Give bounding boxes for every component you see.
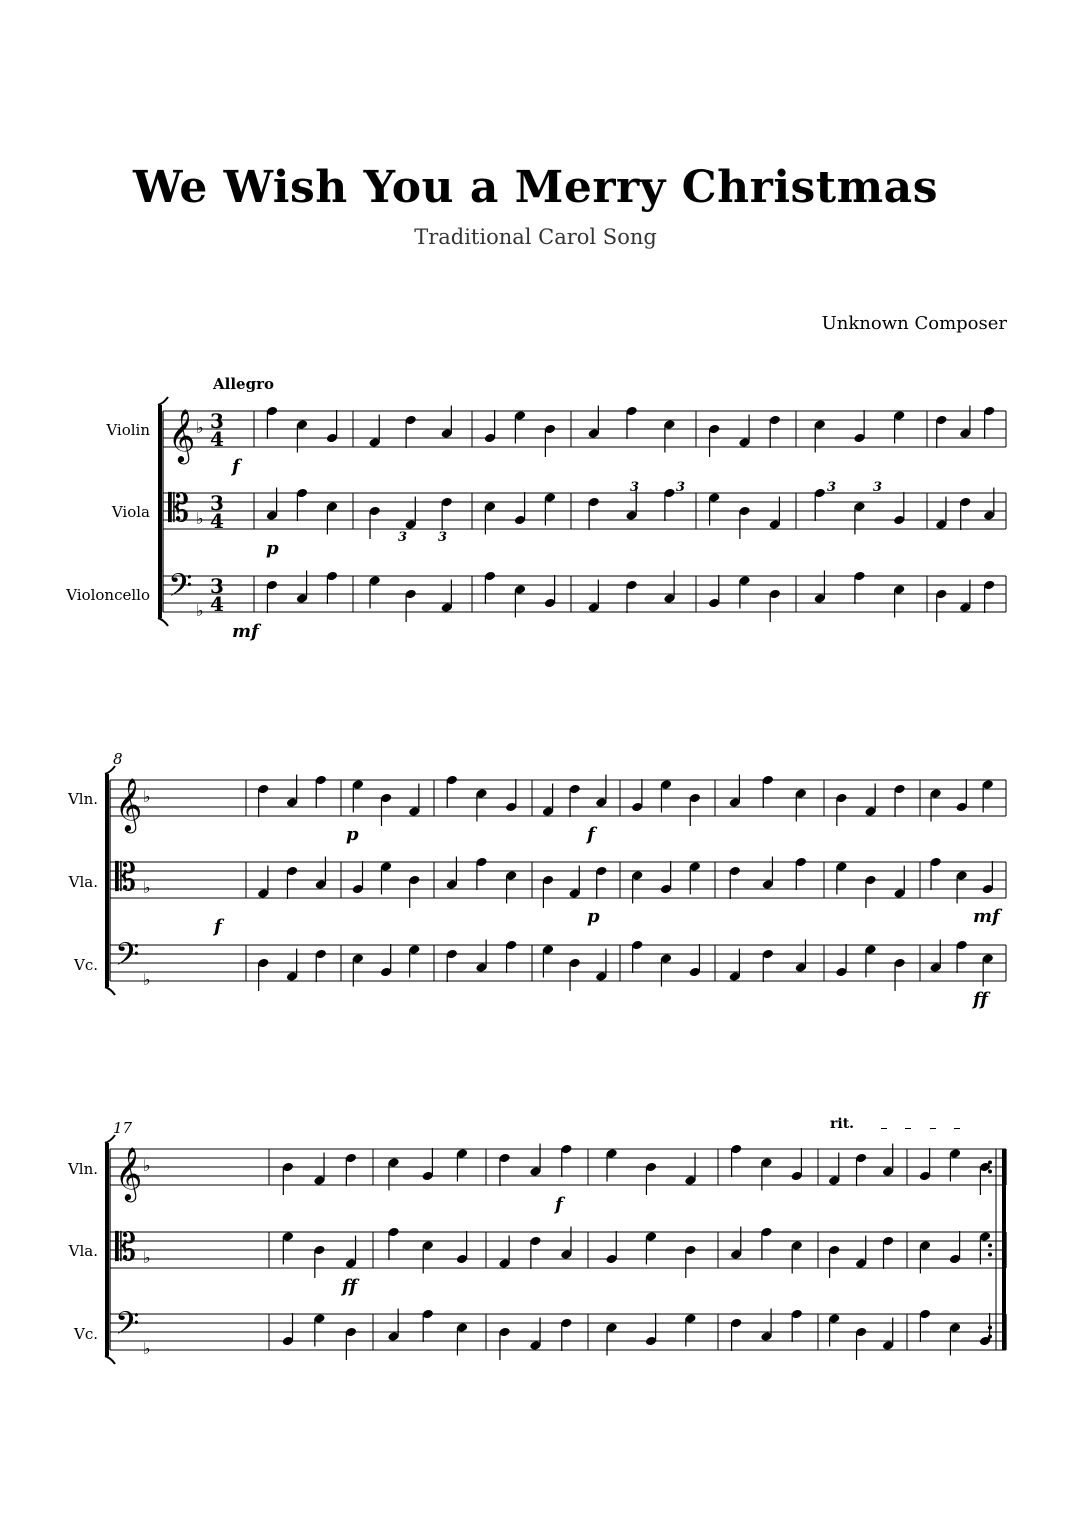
treble-clef: 𝄞 <box>168 408 196 462</box>
alto-clef: 𝄡 <box>115 1225 137 1269</box>
flat-sign: ♭ <box>143 1156 151 1175</box>
time-signature-bottom: 4 <box>210 592 224 616</box>
tuplet-number: 3 <box>827 480 837 495</box>
instrument-label-violin: Vln. <box>67 1160 98 1178</box>
tuplet-number: 3 <box>398 530 408 545</box>
dynamic-mark: f <box>587 824 595 845</box>
flat-sign: ♭ <box>143 1248 151 1267</box>
bracket-hook <box>105 1356 115 1364</box>
dynamic-mark: f <box>214 916 222 937</box>
ritardando-marking: rit. <box>830 1116 855 1132</box>
score-subtitle: Traditional Carol Song <box>414 225 657 249</box>
notes-layer <box>257 406 995 1361</box>
bass-clef: 𝄢 <box>115 936 140 980</box>
tuplet-number: 3 <box>630 480 640 495</box>
instrument-label-viola: Viola <box>111 503 150 521</box>
time-signature-top: 3 <box>210 574 224 598</box>
instrument-label-violin: Vln. <box>67 790 98 808</box>
system-bracket <box>158 405 162 618</box>
measure-number: 8 <box>113 750 123 768</box>
final-barline <box>1002 1149 1006 1350</box>
bracket-hook <box>105 987 115 995</box>
bass-clef: 𝄢 <box>115 1305 140 1349</box>
measure-number: 17 <box>113 1119 133 1137</box>
dynamic-mark: f <box>232 456 240 477</box>
bracket-hook <box>105 1135 115 1143</box>
flat-sign: ♭ <box>196 418 204 437</box>
alto-clef: 𝄡 <box>168 486 190 530</box>
instrument-label-violin: Violin <box>106 421 150 439</box>
tempo-marking: Allegro <box>213 375 274 393</box>
instrument-label-cello: Violoncello <box>66 586 150 604</box>
flat-sign: ♭ <box>143 970 151 989</box>
dynamic-mark: f <box>555 1194 563 1215</box>
instrument-label-viola: Vla. <box>68 873 98 891</box>
dynamic-mark: p <box>587 906 600 927</box>
repeat-dot <box>988 1244 992 1248</box>
repeat-dot <box>988 1253 992 1257</box>
bass-clef: 𝄢 <box>168 567 193 611</box>
repeat-dot <box>988 1170 992 1174</box>
tuplet-number: 3 <box>676 480 686 495</box>
dynamic-mark: p <box>346 824 359 845</box>
alto-clef: 𝄡 <box>115 855 137 899</box>
bracket-hook <box>105 766 115 774</box>
instrument-label-cello: Vc. <box>73 1325 98 1343</box>
instrument-label-viola: Vla. <box>68 1242 98 1260</box>
flat-sign: ♭ <box>143 878 151 897</box>
treble-clef: 𝄞 <box>115 1146 143 1200</box>
system-bracket <box>105 774 109 987</box>
score-title: We Wish You a Merry Christmas <box>133 162 938 213</box>
dynamic-mark: ff <box>342 1276 357 1297</box>
treble-clef: 𝄞 <box>115 777 143 831</box>
bracket-hook <box>158 397 168 405</box>
instrument-label-cello: Vc. <box>73 956 98 974</box>
tuplet-number: 3 <box>438 530 448 545</box>
time-signature-top: 3 <box>210 409 224 433</box>
system-bracket <box>105 1143 109 1356</box>
flat-sign: ♭ <box>143 1339 151 1358</box>
dynamic-mark: ff <box>973 989 988 1010</box>
composer-name: Unknown Composer <box>821 313 1007 334</box>
bracket-hook <box>158 618 168 626</box>
flat-sign: ♭ <box>196 509 204 528</box>
time-signature-bottom: 4 <box>210 427 224 451</box>
dynamic-mark: p <box>266 538 279 559</box>
dynamic-mark: mf <box>232 621 259 642</box>
time-signature-bottom: 4 <box>210 509 224 533</box>
tuplet-number: 3 <box>873 480 883 495</box>
dynamic-mark: mf <box>973 906 1000 927</box>
flat-sign: ♭ <box>196 601 204 620</box>
flat-sign: ♭ <box>143 787 151 806</box>
time-signature-top: 3 <box>210 491 224 515</box>
